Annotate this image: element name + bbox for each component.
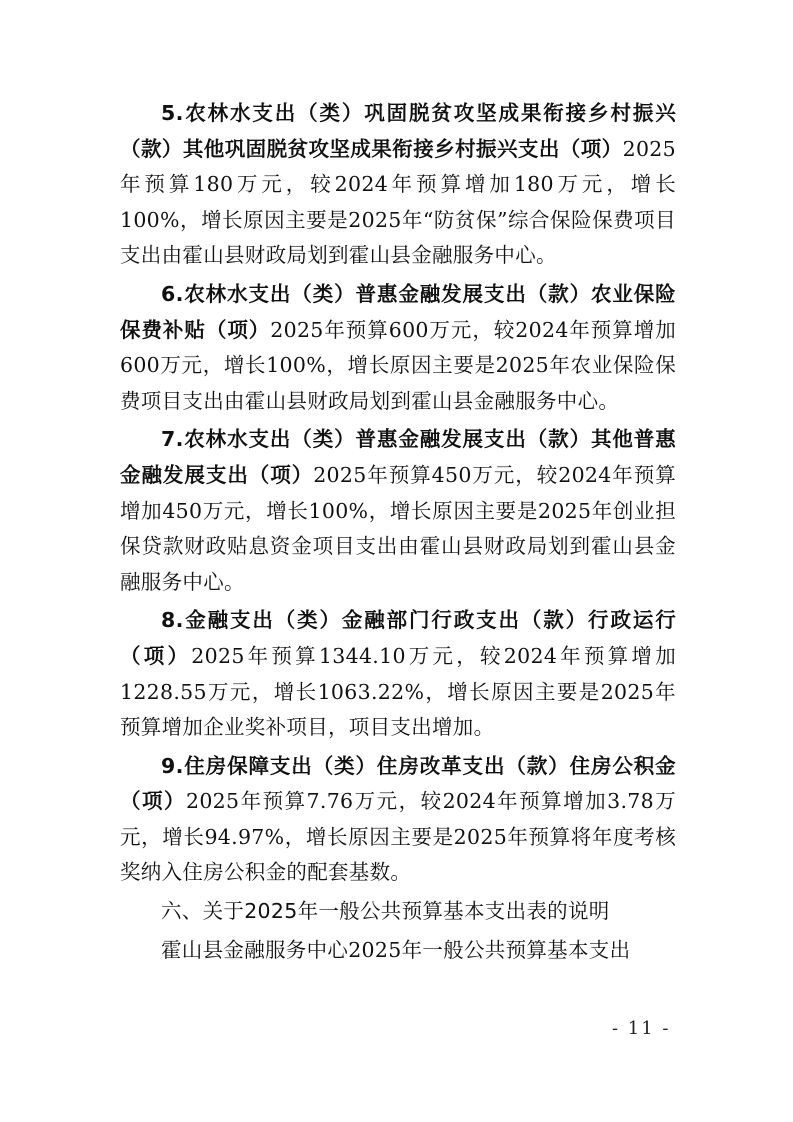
item-heading: 9.住房保障支出（类）住房改革支出（款）住房公积金（项） xyxy=(120,753,676,814)
paragraph-item-7 xyxy=(120,422,676,600)
paragraph-item-8 xyxy=(120,603,676,745)
item-body: 2025年预算600万元，较2024年预算增加600万元，增长100%，增长原因主要是2025年农业保险保费项目支出由霍山县财政局划到霍山县金融服务中心。 xyxy=(120,317,676,413)
item-body: 2025年预算1344.10万元，较2024年预算增加1228.55万元，增长1063.22%，增长原因主要是2025年预算增加企业奖补项目，项目支出增加。 xyxy=(120,643,676,740)
page-number: - 11 - xyxy=(612,1018,671,1039)
item-body: 2025年预算450万元，较2024年预算增加450万元，增长100%，增长原因主要是2025年创业担保贷款财政贴息资金项目支出由霍山县财政局划到霍山县金融服务中心。 xyxy=(120,462,676,594)
item-body: 2025年预算7.76万元，较2024年预算增加3.78万元，增长94.97%，增长原因主要是2025年预算将年度考核奖纳入住房公积金的配套基数。 xyxy=(120,789,676,885)
paragraph-item-9 xyxy=(120,749,676,891)
paragraph-item-6 xyxy=(120,277,676,419)
paragraph-item-5 xyxy=(120,96,676,274)
document-page xyxy=(120,96,676,968)
item-heading: 8.金融支出（类）金融部门行政支出（款）行政运行（项） xyxy=(120,608,676,668)
section-intro: 霍山县金融服务中心2025年一般公共预算基本支出 xyxy=(161,937,631,962)
item-heading: 6.农林水支出（类）普惠金融发展支出（款）农业保险保费补贴（项） xyxy=(120,281,676,342)
item-heading: 7.农林水支出（类）普惠金融发展支出（款）其他普惠金融发展支出（项） xyxy=(120,427,676,487)
section-heading: 六、关于2025年一般公共预算基本支出表的说明 xyxy=(161,899,610,924)
item-heading: 5.农林水支出（类）巩固脱贫攻坚成果衔接乡村振兴（款）其他巩固脱贫攻坚成果衔接乡村振兴支出（项） xyxy=(120,101,676,161)
item-body: 2025年预算180万元，较2024年预算增加180万元，增长100%，增长原因主要是2025年“防贫保”综合保险保费项目支出由霍山县财政局划到霍山县金融服务中心。 xyxy=(120,136,676,268)
